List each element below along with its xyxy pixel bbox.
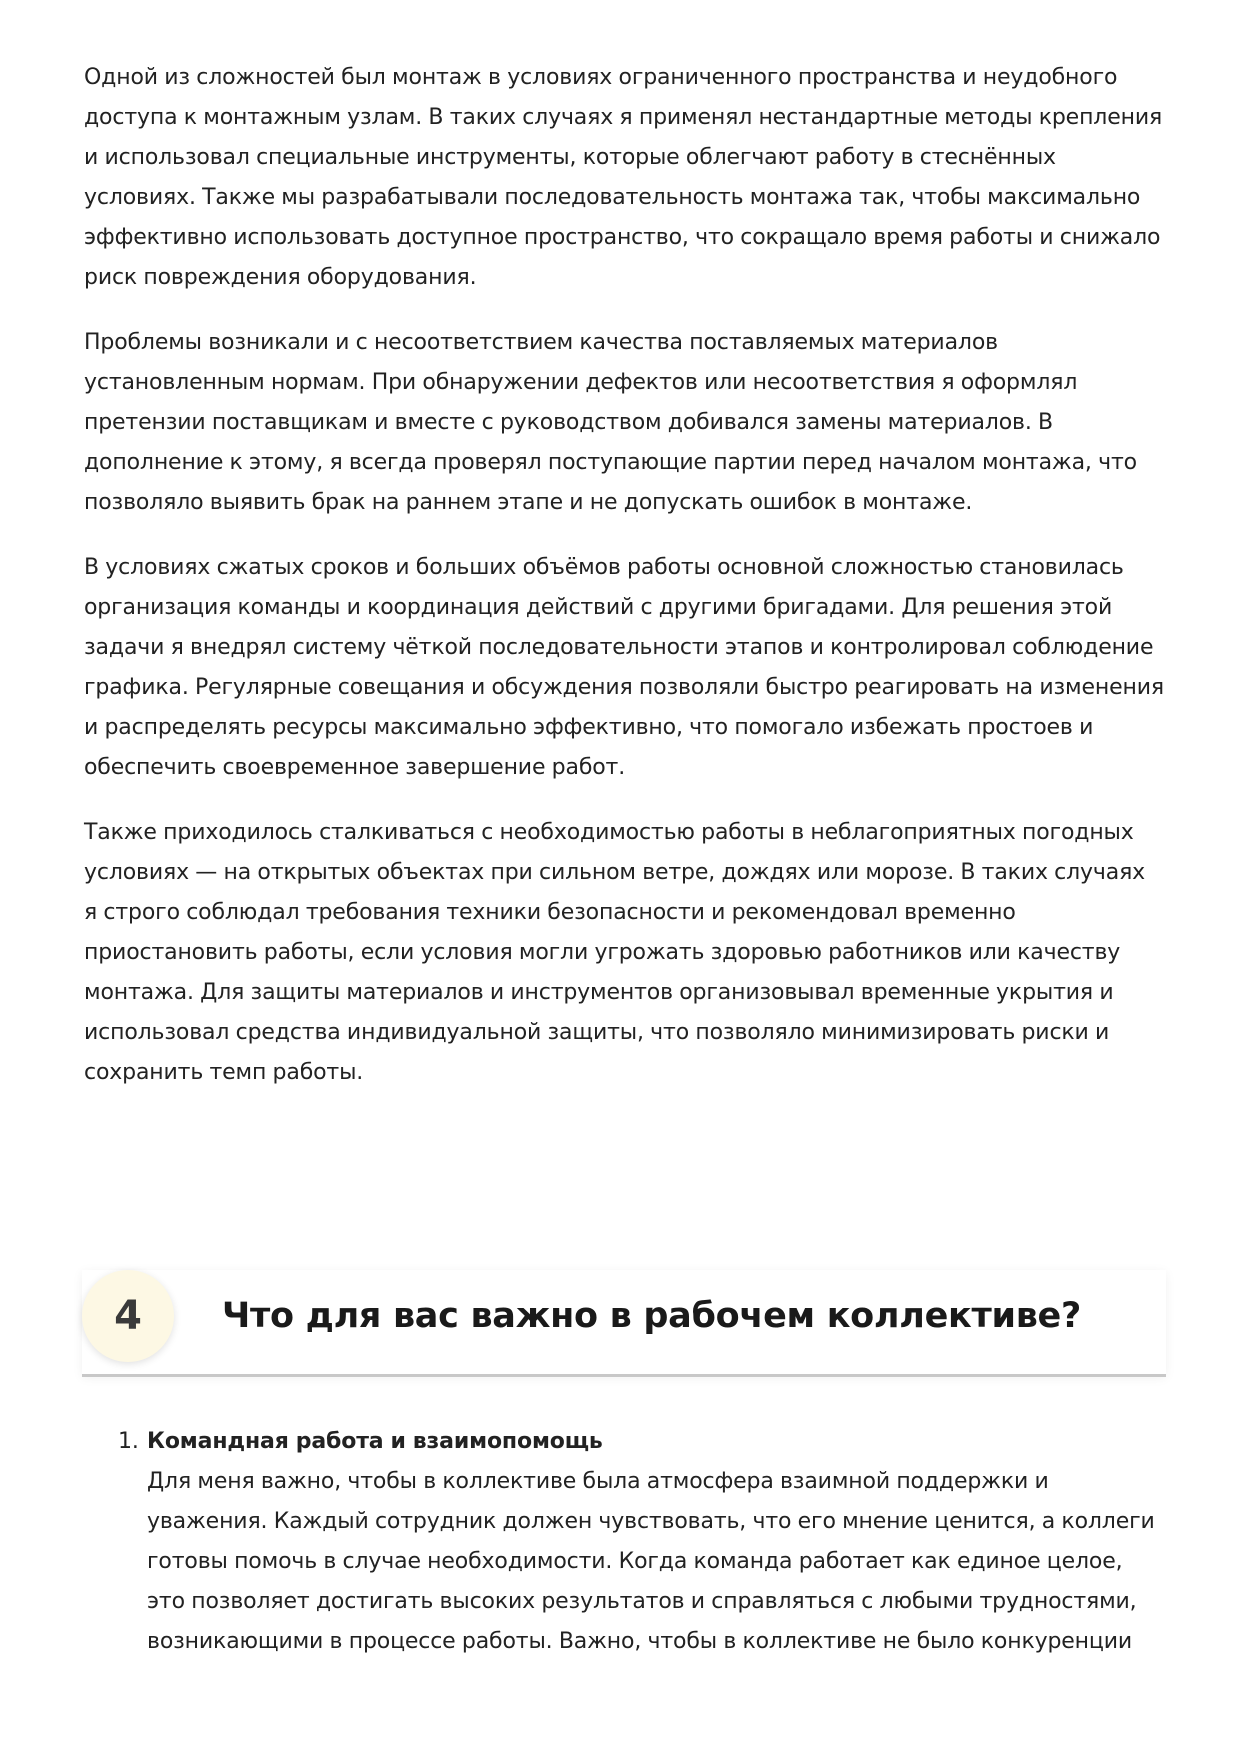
section-number-badge: 4: [82, 1270, 174, 1362]
list-item-number: 1.: [118, 1429, 139, 1454]
document-body: [84, 58, 1164, 1118]
section-title: Что для вас важно в рабочем коллективе?: [222, 1296, 1081, 1336]
paragraph-weather-conditions: Также приходилось сталкиваться с необходимостью работы в неблагоприятных погодных условиях — на открытых объектах при сильном ветре, дождях или морозе. В таких случаях я строго соблюдал требования техники безопасности и рекомендовал временно приостановить работы, если условия могли угрожать здоровью работников или качеству монтажа. Для защиты материалов и инструментов организовывал временные укрытия и использовал средства индивидуальной защиты, что позволяло минимизировать риски и сохранить темп работы.: [84, 820, 1146, 1085]
paragraph-material-quality: Проблемы возникали и с несоответствием качества поставляемых материалов установленным нормам. При обнаружении дефектов или несоответствия я оформлял претензии поставщикам и вместе с руководством добивался замены материалов. В дополнение к этому, я всегда проверял поступающие партии перед началом монтажа, что позволяло выявить брак на раннем этапе и не допускать ошибок в монтаже.: [84, 330, 1137, 515]
list-item-text: Для меня важно, чтобы в коллективе была атмосфера взаимной поддержки и уважения. Каждый сотрудник должен чувствовать, что его мнение ценится, а коллеги готовы помочь в случае необходимости. Когда команда работает как единое целое, это позволяет достигать высоких результатов и справляться с любыми трудностями, возникающими в процессе работы. Важно, чтобы в коллективе не было конкуренции: [147, 1469, 1155, 1654]
paragraph-confined-space-installation: Одной из сложностей был монтаж в условиях ограниченного пространства и неудобного доступа к монтажным узлам. В таких случаях я применял нестандартные методы крепления и использовал специальные инструменты, которые облегчают работу в стеснённых условиях. Также мы разрабатывали последовательность монтажа так, чтобы максимально эффективно использовать доступное пространство, что сокращало время работы и снижало риск повреждения оборудования.: [84, 65, 1163, 290]
paragraph-tight-deadlines: В условиях сжатых сроков и больших объёмов работы основной сложностью становилась организация команды и координация действий с другими бригадами. Для решения этой задачи я внедрял систему чёткой последовательности этапов и контролировал соблюдение графика. Регулярные совещания и обсуждения позволяли быстро реагировать на изменения и распределять ресурсы максимально эффективно, что помогало избежать простоев и обеспечить своевременное завершение работ.: [84, 555, 1164, 780]
answer-list: [84, 1422, 1164, 1662]
list-item: [84, 1422, 1164, 1662]
section-divider: [82, 1374, 1166, 1377]
section-header: [82, 1270, 1166, 1378]
list-item-title: Командная работа и взаимопомощь: [147, 1429, 603, 1454]
